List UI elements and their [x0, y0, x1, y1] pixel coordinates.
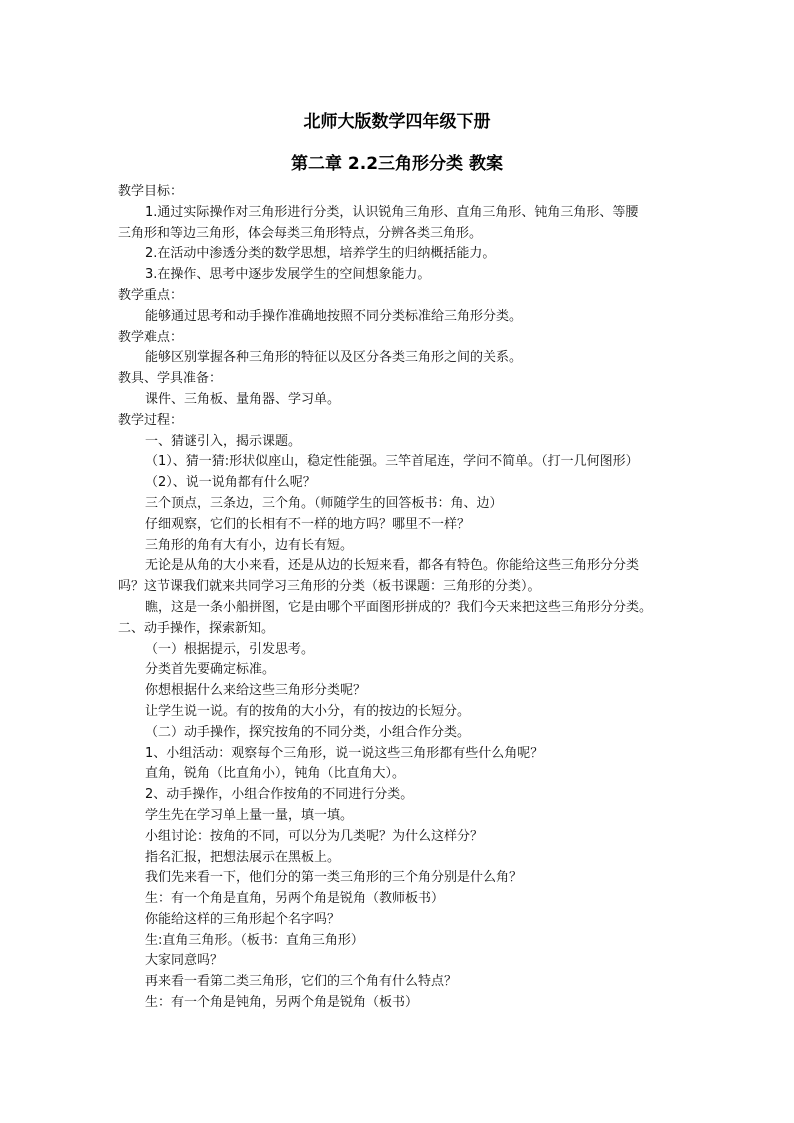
text-line: 三角形的角有大有小，边有长有短。: [145, 537, 354, 553]
text-line: 仔细观察，它们的长相有不一样的地方吗？哪里不一样？: [145, 516, 471, 532]
text-line: 让学生说一说。有的按角的大小分，有的按边的长短分。: [145, 703, 471, 719]
text-line: 无论是从角的大小来看，还是从边的长短来看，都各有特色。你能给这些三角形分分类: [145, 558, 640, 574]
text-line: 再来看一看第二类三角形，它们的三个角有什么特点？: [145, 974, 458, 990]
text-line: 教学难点：: [118, 329, 184, 345]
text-line: 能够通过思考和动手操作准确地按照不同分类标准给三角形分类。: [145, 308, 523, 324]
text-line: 吗？这节课我们就来共同学习三角形的分类（板书课题：三角形的分类）。: [118, 579, 541, 595]
document-body: [118, 182, 678, 1014]
text-line: 1、小组活动：观察每个三角形，说一说这些三角形都有些什么角呢？: [145, 745, 544, 761]
text-line: （2）、说一说角都有什么呢？: [145, 475, 316, 491]
text-line: 大家同意吗？: [145, 953, 224, 969]
text-line: 教学目标：: [118, 184, 184, 199]
text-line: （一）根据提示，引发思考。: [145, 641, 315, 657]
text-line: 能够区别掌握各种三角形的特征以及区分各类三角形之间的关系。: [145, 350, 523, 366]
text-line: 学生先在学习单上量一量，填一填。: [145, 807, 354, 823]
text-line: 教具、学具准备：: [118, 371, 223, 387]
text-line: 课件、三角板、量角器、学习单。: [145, 391, 341, 407]
text-line: 一、猜谜引入，揭示课题。: [145, 433, 302, 449]
document-subtitle: 第二章 2.2三角形分类 教案: [291, 154, 503, 174]
text-line: 二、动手操作，探索新知。: [118, 620, 275, 636]
text-line: 教学重点：: [118, 287, 184, 303]
text-line: 直角，锐角（比直角小），钝角（比直角大）。: [145, 766, 406, 782]
text-line: 生:直角三角形。（板书：直角三角形）: [145, 932, 364, 948]
text-line: 生：有一个角是直角，另两个角是锐角（教师板书）: [145, 891, 445, 907]
text-line: 三角形和等边三角形，体会每类三角形特点，分辨各类三角形。: [118, 225, 483, 241]
text-line: 瞧，这是一条小船拼图，它是由哪个平面图形拼成的？我们今天来把这些三角形分分类。: [145, 599, 653, 615]
text-line: 2、动手操作，小组合作按角的不同进行分类。: [145, 787, 414, 803]
text-line: 生：有一个角是钝角，另两个角是锐角（板书）: [145, 995, 419, 1011]
text-line: 指名汇报，把想法展示在黑板上。: [145, 849, 341, 865]
text-line: 教学过程：: [118, 412, 184, 428]
text-line: 3.在操作、思考中逐步发展学生的空间想象能力。: [145, 267, 431, 283]
text-line: 1.通过实际操作对三角形进行分类，认识锐角三角形、直角三角形、钝角三角形、等腰: [145, 204, 639, 220]
text-line: （二）动手操作，探究按角的不同分类，小组合作分类。: [145, 724, 471, 740]
text-line: 我们先来看一下，他们分的第一类三角形的三个角分别是什么角？: [145, 870, 523, 886]
document-title: 北师大版数学四年级下册: [303, 112, 491, 132]
text-line: 你能给这样的三角形起个名字吗？: [145, 911, 341, 927]
text-line: 小组讨论：按角的不同，可以分为几类呢？为什么这样分？: [145, 828, 484, 844]
text-line: 你想根据什么来给这些三角形分类呢？: [145, 683, 367, 699]
text-line: 分类首先要确定标准。: [145, 662, 276, 678]
text-line: 2.在活动中渗透分类的数学思想，培养学生的归纳概括能力。: [145, 246, 496, 262]
text-line: 三个顶点，三条边，三个角。（师随学生的回答板书：角、边）: [145, 495, 503, 511]
text-line: （1）、猜一猜:形状似座山，稳定性能强。三竿首尾连，学问不简单。（打一几何图形）: [145, 454, 639, 470]
